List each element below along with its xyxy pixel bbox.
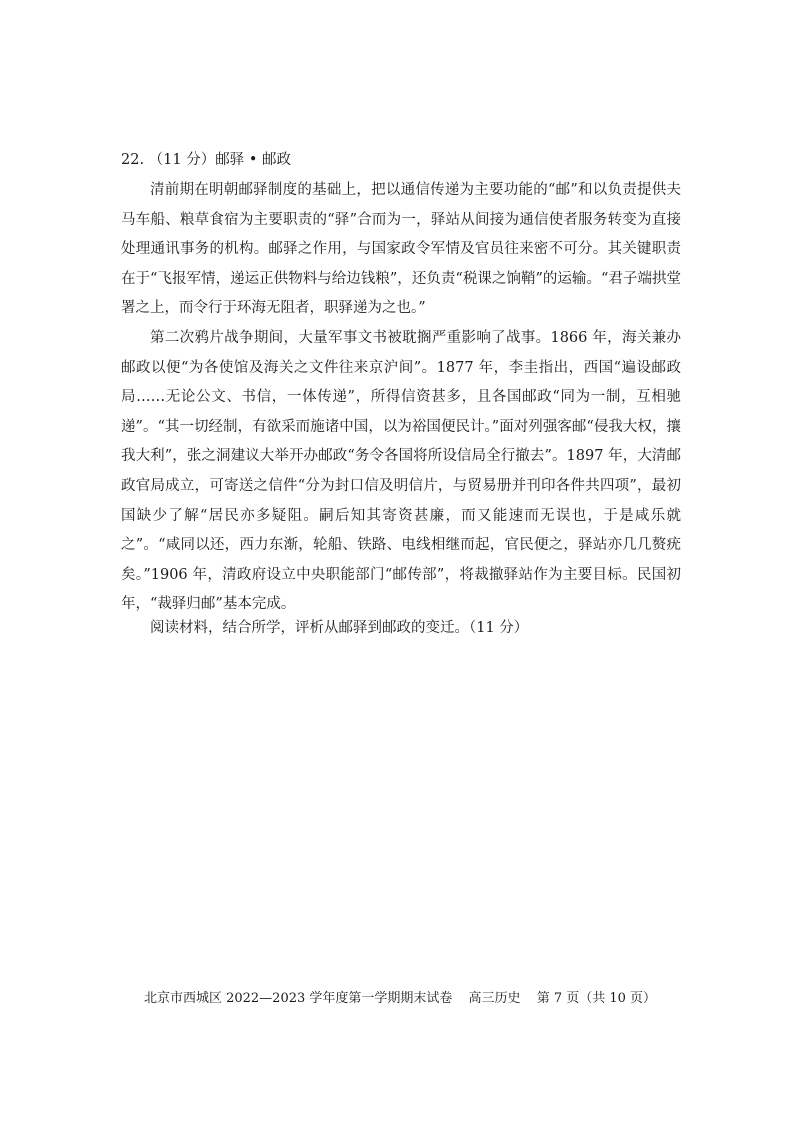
page-footer — [0, 990, 800, 1008]
question-title: 22. （11 分）邮驿 • 邮政 — [121, 152, 291, 168]
footer-exam-name: 北京市西城区 2022—2023 学年度第一学期期末试卷 — [143, 991, 453, 1006]
material-paragraph-1: 清前期在明朝邮驿制度的基础上，把以通信传递为主要功能的“邮”和以负责提供夫马车船、粮草食宿为主要职责的“驿”合而为一，驿站从间接为通信使者服务转变为直接处理通讯事务的机构。邮驿之作用，与国家政令军情及官员往来密不可分。其关键职责在于“飞报军情，递运正供物料与给边钱粮”，还负责“税课之饷鞘”的运输。“君子端拱堂署之上，而令行于环海无阻者，职驿递为之也。” — [121, 182, 681, 317]
question-prompt: 阅读材料，结合所学，评析从邮驿到邮政的变迁。（11 分） — [150, 620, 529, 636]
material-paragraph-2: 第二次鸦片战争期间，大量军事文书被耽搁严重影响了战事。1866 年，海关兼办邮政以便“为各使馆及海关之文件往来京沪间”。1877 年，李圭指出，西国“遍设邮政局……无论公文、书信，一体传递”，所得信资甚多，且各国邮政“同为一制，互相驰递”。“其一切经制，有欲采而施诸中国，以为裕国便民计。”面对列强客邮“侵我大权，攘我大利”，张之洞建议大举开办邮政“务令各国将所设信局全行撤去”。1897 年，大清邮政官局成立，可寄送之信件“分为封口信及明信片，与贸易册并刊印各件共四项”，最初国缺少了解“居民亦多疑阻。嗣后知其寄资甚廉，而又能速而无误也，于是咸乐就之”。“咸同以还，西力东渐，轮船、铁路、电线相继而起，官民便之，驿站亦几几赘疣矣。”1906 年，清政府设立中央职能部门“邮传部”，将裁撤驿站作为主要目标。民国初年，“裁驿归邮”基本完成。 — [121, 330, 681, 613]
footer-page-number: 第 7 页（共 10 页） — [536, 991, 657, 1006]
footer-subject: 高三历史 — [468, 991, 521, 1006]
